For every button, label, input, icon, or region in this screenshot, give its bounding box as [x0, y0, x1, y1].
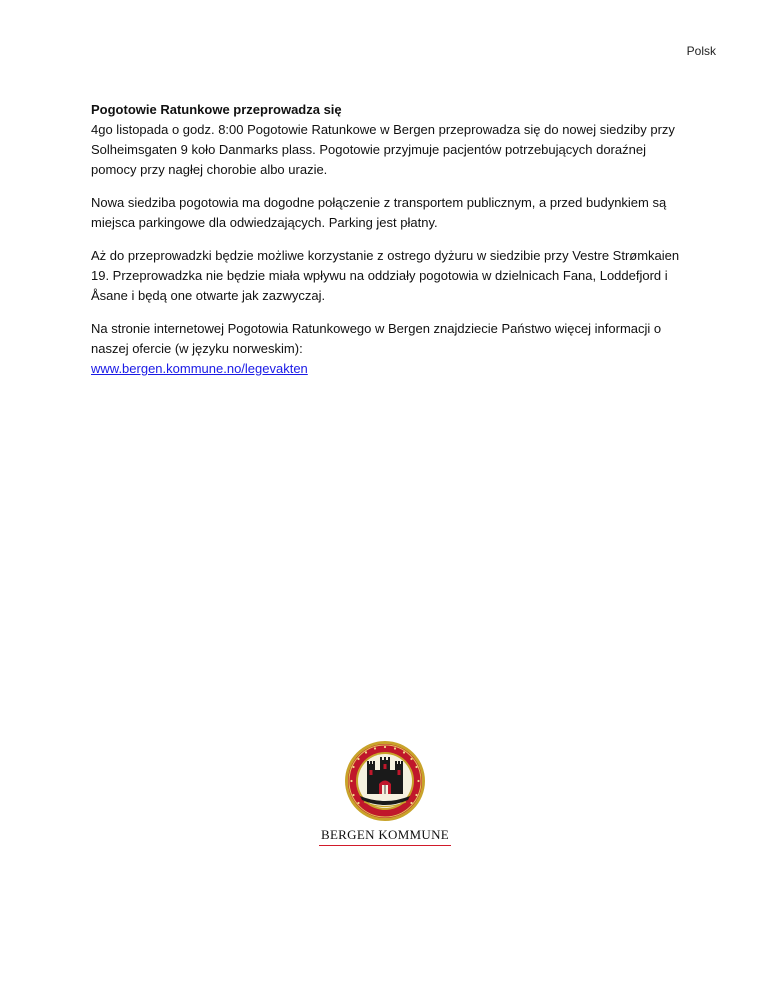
paragraph-4 [91, 319, 691, 379]
paragraph-3: Aż do przeprowadzki będzie możliwe korzystanie z ostrego dyżuru w siedzibie przy Vestre Strømkaien 19. Przeprowadzka nie będzie miała wpływu na oddziały pogotowia w dzielnicach Fana, Loddefjord i Åsane i będą one otwarte jak zazwyczaj. [91, 248, 680, 303]
logo-underline [319, 845, 451, 846]
paragraph-2: Nowa siedziba pogotowia ma dogodne połączenie z transportem publicznym, a przed budynkiem są miejsca parkingowe dla odwiedzających. Parking jest płatny. [91, 195, 667, 230]
paragraph-intro [91, 100, 691, 180]
document-body [91, 100, 691, 392]
bergen-seal-icon [344, 740, 426, 822]
legevakten-link[interactable]: www.bergen.kommune.no/legevakten [91, 361, 308, 376]
paragraph-1-text: 4go listopada o godz. 8:00 Pogotowie Ratunkowe w Bergen przeprowadza się do nowej siedziby przy Solheimsgaten 9 koło Danmarks plass. Pogotowie przyjmuje pacjentów potrzebujących doraźnej pomocy przy nagłej chorobie albo urazie. [91, 122, 675, 177]
document-title: Pogotowie Ratunkowe przeprowadza się [91, 102, 342, 117]
paragraph-4-text: Na stronie internetowej Pogotowia Ratunkowego w Bergen znajdziecie Państwo więcej informacji o naszej ofercie (w języku norweskim): [91, 321, 662, 356]
page-language-label: Polsk [686, 44, 716, 58]
logo-wordmark: BERGEN KOMMUNE [320, 827, 450, 842]
bergen-kommune-logo [318, 740, 452, 846]
